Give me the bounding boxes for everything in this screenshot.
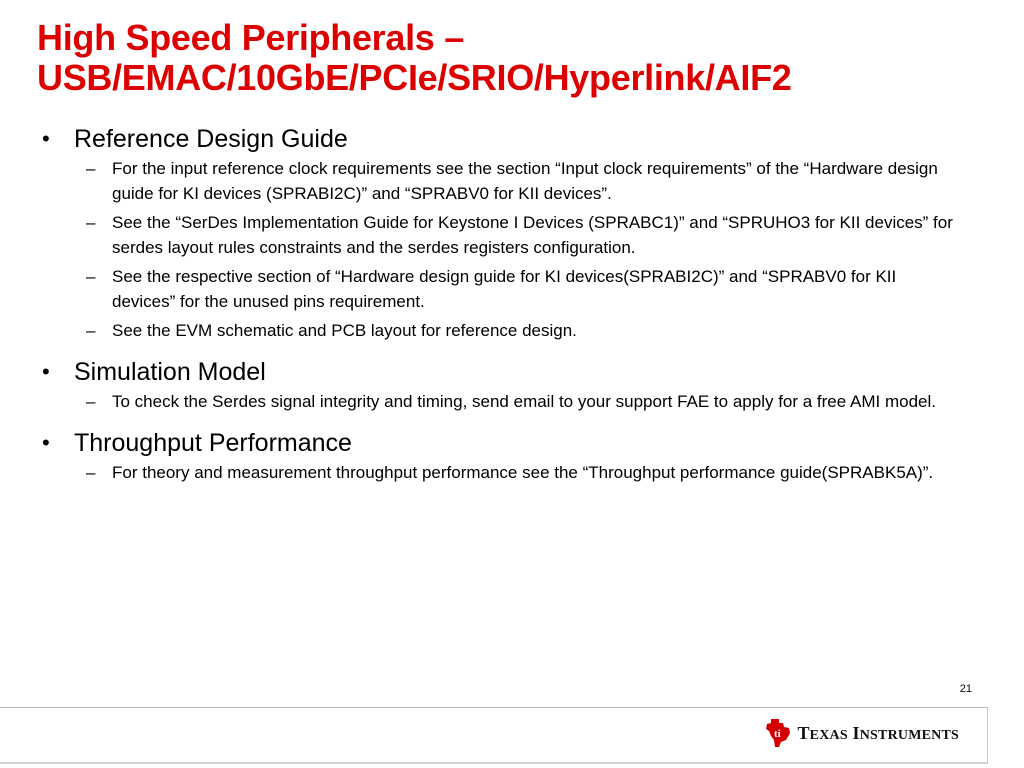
slide-title (37, 18, 997, 98)
footer-bar (0, 707, 988, 764)
texas-instruments-logo-icon (765, 718, 791, 748)
sub-bullet (40, 389, 960, 414)
sub-bullet-text: To check the Serdes signal integrity and timing, send email to your support FAE to apply for a free AMI model. (112, 392, 936, 411)
bullet-heading-text: Simulation Model (74, 358, 266, 386)
svg-text:ti: ti (774, 728, 782, 740)
dash-icon: – (86, 213, 96, 232)
bullet-dot-icon: • (42, 430, 50, 455)
sub-bullet (40, 318, 960, 343)
dash-icon: – (86, 463, 96, 482)
bullet-heading (40, 426, 960, 460)
sub-bullet (40, 264, 960, 314)
sub-bullet-text: For theory and measurement throughput performance see the “Throughput performance guide(SPRABK5A)”. (112, 463, 934, 482)
sub-bullet (40, 460, 960, 485)
sub-bullet-text: See the “SerDes Implementation Guide for Keystone I Devices (SPRABC1)” and “SPRUHO3 for KII devices” for serdes layout rules constraints and the serdes registers configuration. (112, 213, 953, 257)
sub-bullet-text: See the EVM schematic and PCB layout for reference design. (112, 321, 577, 340)
texas-instruments-wordmark: TEXAS INSTRUMENTS (797, 722, 959, 743)
dash-icon: – (86, 321, 96, 340)
section-throughput-performance (40, 426, 960, 485)
slide-body (40, 122, 960, 497)
bullet-heading (40, 122, 960, 156)
page-number: 21 (959, 683, 972, 695)
sub-bullet-text: For the input reference clock requirements see the section “Input clock requirements” of the “Hardware design guide for KI devices (SPRABI2C)” and “SPRABV0 for KII devices”. (112, 159, 938, 203)
bullet-dot-icon: • (42, 126, 50, 151)
dash-icon: – (86, 159, 96, 178)
sub-bullet (40, 156, 960, 206)
bullet-heading-text: Reference Design Guide (74, 125, 348, 153)
dash-icon: – (86, 392, 96, 411)
bullet-dot-icon: • (42, 359, 50, 384)
dash-icon: – (86, 267, 96, 286)
bullet-heading-text: Throughput Performance (74, 429, 352, 457)
bullet-heading (40, 355, 960, 389)
section-simulation-model (40, 355, 960, 414)
sub-bullet-text: See the respective section of “Hardware design guide for KI devices(SPRABI2C)” and “SPRABV0 for KII devices” for the unused pins requirement. (112, 267, 897, 311)
slide-title-line-1: High Speed Peripherals – (37, 17, 464, 58)
texas-instruments-logo (765, 718, 959, 748)
sub-bullet (40, 210, 960, 260)
section-reference-design-guide (40, 122, 960, 343)
slide-title-line-2: USB/EMAC/10GbE/PCIe/SRIO/Hyperlink/AIF2 (37, 57, 792, 98)
